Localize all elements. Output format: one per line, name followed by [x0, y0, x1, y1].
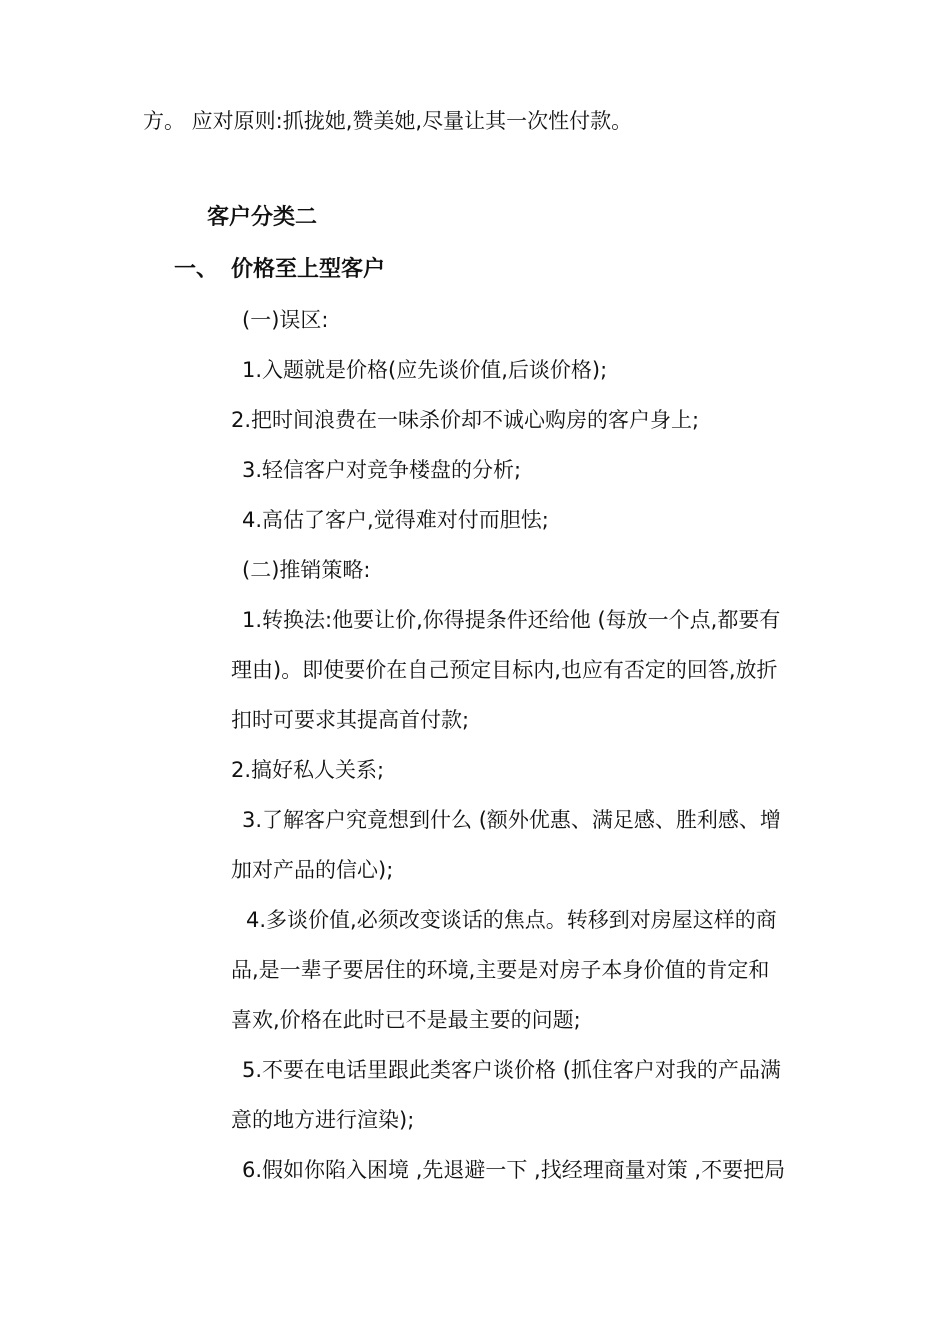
misconception-item: 3.轻信客户对竞争楼盘的分析;: [242, 458, 522, 482]
strategy-heading: (二)推销策略:: [242, 558, 371, 582]
item-number: 一、: [174, 257, 219, 282]
strategy-line: 1.转换法:他要让价,你得提条件还给他 (每放一个点,都要有: [242, 608, 781, 632]
strategy-line: 加对产品的信心);: [231, 858, 394, 882]
strategy-line: 2.搞好私人关系;: [231, 758, 385, 782]
strategy-line: 理由)。即使要价在自己预定目标内,也应有否定的回答,放折: [231, 658, 778, 682]
strategy-line: 意的地方进行渲染);: [231, 1108, 415, 1132]
strategy-line: 3.了解客户究竟想到什么 (额外优惠、满足感、胜利感、增: [242, 808, 781, 832]
strategy-line: 扣时可要求其提高首付款;: [231, 708, 470, 732]
strategy-line: 4.多谈价值,必须改变谈话的焦点。转移到对房屋这样的商: [246, 908, 777, 932]
strategy-line: 品,是一辈子要居住的环境,主要是对房子本身价值的肯定和: [231, 958, 770, 982]
strategy-line: 喜欢,价格在此时已不是最主要的问题;: [231, 1008, 581, 1032]
intro-line: 方。 应对原则:抓拢她,赞美她,尽量让其一次性付款。: [143, 109, 633, 133]
item-title: 价格至上型客户: [231, 257, 386, 282]
misconception-item: 2.把时间浪费在一味杀价却不诚心购房的客户身上;: [231, 408, 700, 432]
strategy-line: 5.不要在电话里跟此类客户谈价格 (抓住客户对我的产品满: [242, 1058, 781, 1082]
strategy-line: 6.假如你陷入困境 ,先退避一下 ,找经理商量对策 ,不要把局: [242, 1158, 786, 1182]
section-title: 客户分类二: [207, 205, 318, 230]
misconceptions-heading: (一)误区:: [242, 308, 329, 332]
misconception-item: 4.高估了客户,觉得难对付而胆怯;: [242, 508, 549, 532]
misconception-item: 1.入题就是价格(应先谈价值,后谈价格);: [242, 358, 608, 382]
